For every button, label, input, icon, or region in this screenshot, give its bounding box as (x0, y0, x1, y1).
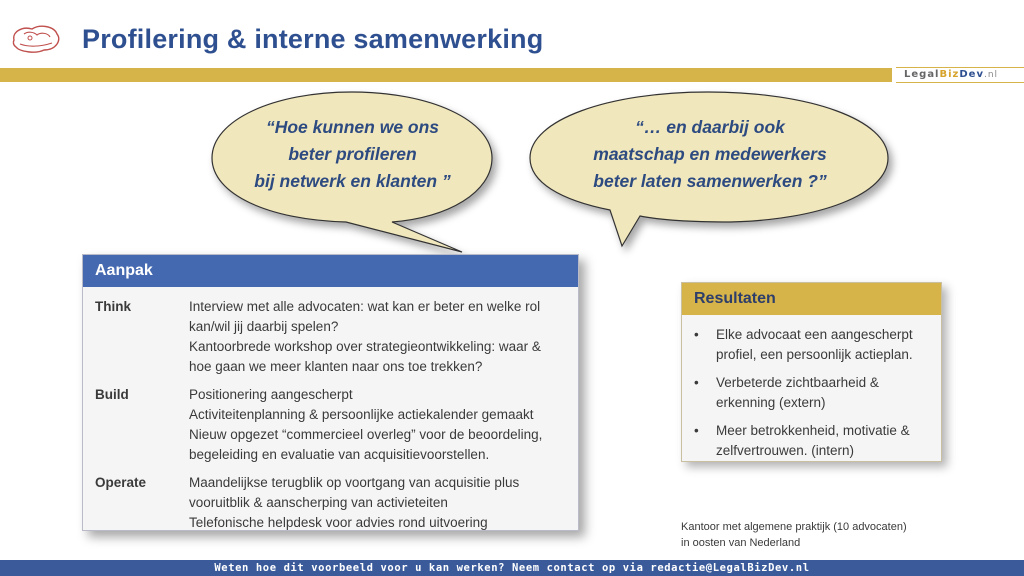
row-label: Operate (95, 475, 147, 490)
bubble-line: “Hoe kunnen we ons (265, 117, 440, 137)
item-line: Meer betrokkenheid, motivatie & (716, 423, 910, 438)
aanpak-row-think (95, 297, 568, 377)
bubble-line: bij netwerk en klanten ” (254, 171, 451, 191)
row-line: Kantoorbrede workshop over strategieontwikkeling: waar & (189, 339, 541, 354)
bubble-text-right (555, 114, 865, 195)
row-line: Nieuw opgezet “commercieel overleg” voor de beoordeling, (189, 427, 543, 442)
bubble-line: beter laten samenwerken ?” (593, 171, 827, 191)
resultaten-list (682, 315, 941, 461)
item-line: Elke advocaat een aangescherpt (716, 327, 913, 342)
row-line: Maandelijkse terugblik op voortgang van acquisitie plus (189, 475, 520, 490)
aanpak-title: Aanpak (83, 255, 578, 287)
row-line: Activiteitenplanning & persoonlijke actiekalender gemaakt (189, 407, 534, 422)
row-line: begeleiding en evaluatie van acquisitievoorstellen. (189, 447, 490, 462)
item-line: profiel, een persoonlijk actieplan. (716, 347, 913, 362)
brand-part-biz: Biz (939, 69, 960, 80)
row-line: vooruitblik & aanscherping van activieteiten (189, 495, 448, 510)
aanpak-row-build (95, 385, 568, 465)
item-line: zelfvertrouwen. (intern) (716, 443, 855, 458)
footer-contact-bar[interactable]: Weten hoe dit voorbeeld voor u kan werken? Neem contact op via redactie@LegalBizDev.nl (0, 560, 1024, 576)
list-item (694, 421, 933, 461)
row-line: kan/wil jij daarbij spelen? (189, 319, 339, 334)
bubble-line: beter profileren (288, 144, 417, 164)
footnote (681, 519, 907, 551)
bullet-icon: • (694, 423, 699, 438)
row-line: hoe gaan we meer klanten naar ons toe trekken? (189, 359, 483, 374)
brand-part-legal: Legal (904, 69, 940, 80)
row-label: Build (95, 387, 129, 402)
bullet-icon: • (694, 375, 699, 390)
footnote-line: Kantoor met algemene praktijk (10 advocaten) (681, 521, 907, 533)
list-item (694, 373, 933, 413)
bullet-icon: • (694, 327, 699, 342)
row-line: Telefonische helpdesk voor advies rond uitvoering (189, 515, 488, 530)
bubble-line: maatschap en medewerkers (593, 144, 827, 164)
row-line: Interview met alle advocaten: wat kan er beter en welke rol (189, 299, 541, 314)
aanpak-row-operate (95, 473, 568, 533)
footnote-line: in oosten van Nederland (681, 537, 801, 549)
speech-bubbles (0, 0, 1024, 260)
list-item (694, 325, 933, 365)
item-line: Verbeterde zichtbaarheid & (716, 375, 879, 390)
resultaten-title: Resultaten (682, 283, 941, 315)
row-label: Think (95, 299, 131, 314)
brand-part-dev: Dev (959, 69, 984, 80)
bubble-text-left (225, 114, 480, 195)
row-line: Positionering aangescherpt (189, 387, 353, 402)
bubble-line: “… en daarbij ook (635, 117, 785, 137)
brand-part-tld: .nl (983, 70, 999, 80)
item-line: erkenning (extern) (716, 395, 826, 410)
aanpak-panel (82, 254, 579, 531)
page-title: Profilering & interne samenwerking (82, 24, 544, 54)
resultaten-panel (681, 282, 942, 462)
